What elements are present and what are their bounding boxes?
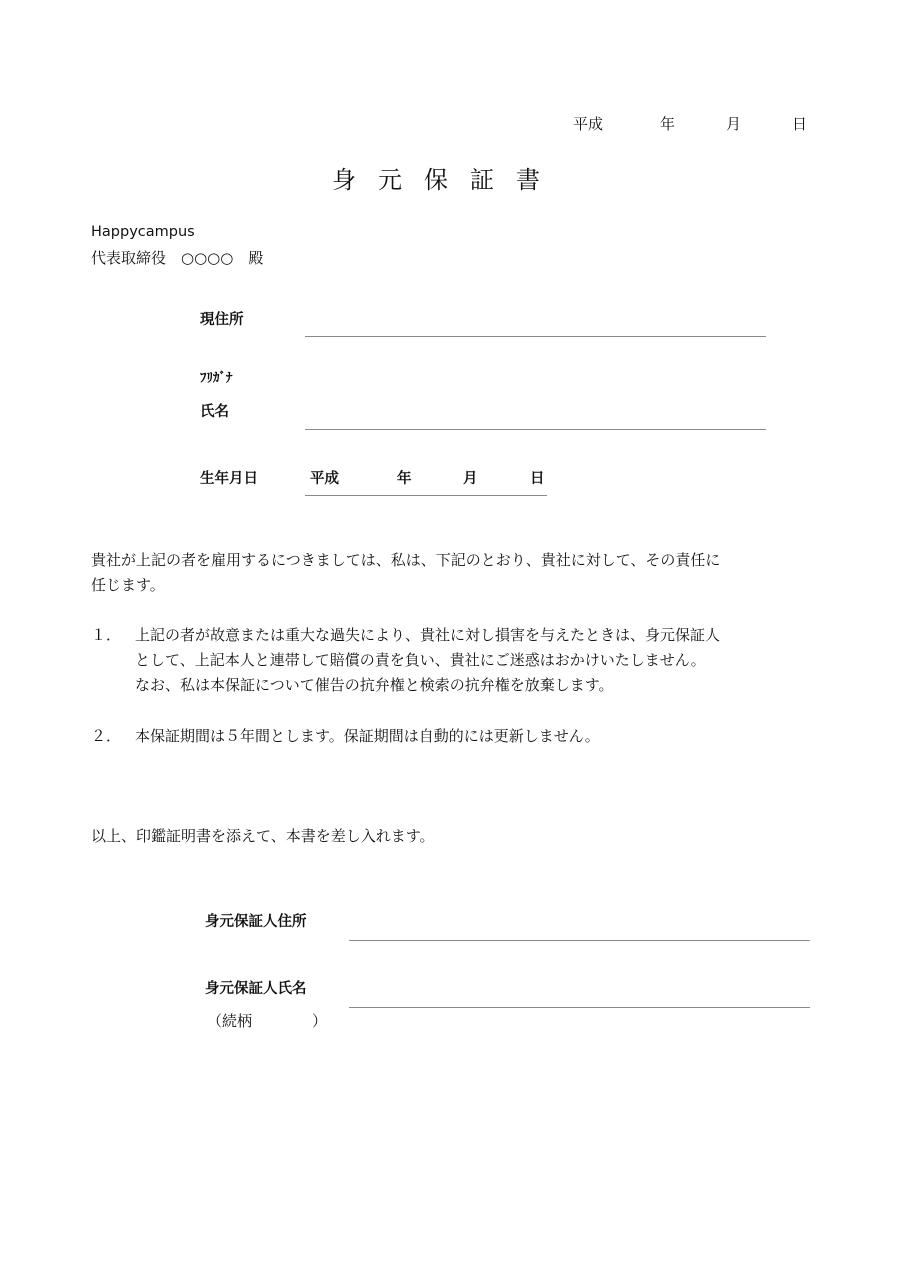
guarantor-name-line[interactable] [349, 1007, 810, 1008]
guarantor-relation: （続柄 ） [207, 1012, 328, 1030]
clause-1-line-3: なお、私は本保証について催告の抗弁権と検索の抗弁権を放棄します。 [135, 676, 614, 694]
clause-1-line-2: として、上記本人と連帯して賠償の責を負い、貴社にご迷惑はおかけいたしません。 [135, 651, 706, 669]
clause-1-number: １． [91, 626, 122, 644]
name-label: 氏名 [200, 404, 229, 420]
closing-text: 以上、印鑑証明書を添えて、本書を差し入れます。 [91, 827, 435, 845]
document-title: 身元保証書 [332, 166, 562, 194]
birthdate-era: 平成 [310, 471, 339, 487]
address-label: 現住所 [200, 312, 244, 328]
birthdate-field-line [305, 495, 547, 496]
name-field-line[interactable] [305, 429, 766, 430]
date-day: 日 [792, 115, 808, 133]
furigana-label: ﾌﾘｶﾞﾅ [200, 371, 233, 386]
date-year: 年 [660, 115, 676, 133]
intro-line-1: 貴社が上記の者を雇用するにつきましては、私は、下記のとおり、貴社に対して、その責任に [91, 551, 721, 569]
addressee-recipient: 代表取締役 ○○○○ 殿 [91, 249, 264, 267]
guarantor-address-line[interactable] [349, 940, 810, 941]
date-era: 平成 [573, 115, 604, 133]
addressee-company: Happycampus [91, 224, 195, 240]
clause-1-line-1: 上記の者が故意または重大な過失により、貴社に対し損害を与えたときは、身元保証人 [135, 626, 721, 644]
guarantor-address-label: 身元保証人住所 [205, 914, 307, 930]
guarantor-name-label: 身元保証人氏名 [205, 981, 307, 997]
date-month: 月 [726, 115, 742, 133]
intro-line-2: 任じます。 [91, 576, 165, 594]
birthdate-label: 生年月日 [200, 471, 258, 487]
clause-2-line-1: 本保証期間は５年間とします。保証期間は自動的には更新しません。 [135, 727, 600, 745]
address-field-line[interactable] [305, 336, 766, 337]
birthdate-month: 月 [463, 471, 478, 487]
birthdate-day: 日 [530, 471, 545, 487]
clause-2-number: ２． [91, 727, 122, 745]
birthdate-year: 年 [397, 471, 412, 487]
